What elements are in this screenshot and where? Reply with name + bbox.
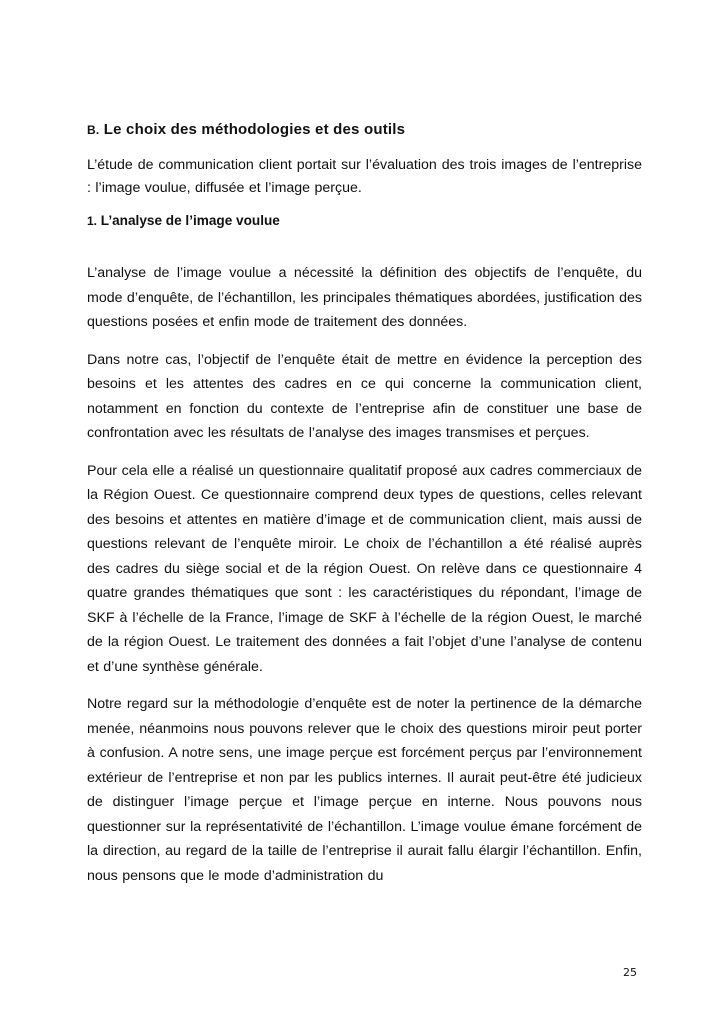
body-paragraph-1: L’analyse de l’image voulue a nécessité la définition des objectifs de l’enquête, du mode d’enquête, de l’échantillon, les principales thématiques abordées, justification des questions posées et enfin mode de traitement des données. [87, 265, 642, 330]
subsection-heading-prefix: 1. [87, 214, 98, 228]
subsection-heading-title: L’analyse de l’image voulue [100, 213, 280, 228]
intro-paragraph: L’étude de communication client portait sur l’évaluation des trois images de l’entreprise : l’image voulue, diffusée et l’image perçue. [87, 157, 642, 196]
body-paragraph-3: Pour cela elle a réalisé un questionnaire qualitatif proposé aux cadres commerciaux de la Région Ouest. Ce questionnaire comprend deux types de questions, celles relevant des besoins et attentes en matière d’image et de communication client, mais aussi de questions relevant de l’enquête miroir. Le choix de l’échantillon a été réalisé auprès des cadres du siège social et de la région Ouest. On relève dans ce questionnaire 4 quatre grandes thématiques que sont : les caractéristiques du répondant, l’image de SKF à l’échelle de la France, l’image de SKF à l’échelle de la région Ouest, le marché de la région Ouest. Le traitement des données a fait l’objet d’une l’analyse de contenu et d’une synthèse générale. [87, 462, 642, 675]
section-heading [87, 120, 642, 140]
section-heading-prefix: B. [87, 123, 100, 137]
subsection-heading [87, 211, 642, 231]
section-heading-title: Le choix des méthodologies et des outils [103, 121, 406, 138]
body-paragraph-4: Notre regard sur la méthodologie d’enquête est de noter la pertinence de la démarche menée, néanmoins nous pouvons relever que le choix des questions miroir peut porter à confusion. A notre sens, une image perçue est forcément perçus par l’environnement extérieur de l’entreprise et non par les publics internes. Il aurait peut-être été judicieux de distinguer l’image perçue et l’image perçue en interne. Nous pouvons nous questionner sur la représentativité de l’échantillon. L’image voulue émane forcément de la direction, au regard de la taille de l’entreprise il aurait fallu élargir l’échantillon. Enfin, nous pensons que le mode d’administration du [87, 696, 642, 884]
page-number: 25 [623, 966, 637, 979]
body-paragraph-2: Dans notre cas, l’objectif de l’enquête était de mettre en évidence la perception des besoins et les attentes des cadres en ce qui concerne la communication client, notamment en fonction du contexte de l’entreprise afin de constituer une base de confrontation avec les résultats de l’analyse des images transmises et perçues. [87, 351, 642, 441]
page-content [87, 120, 642, 901]
